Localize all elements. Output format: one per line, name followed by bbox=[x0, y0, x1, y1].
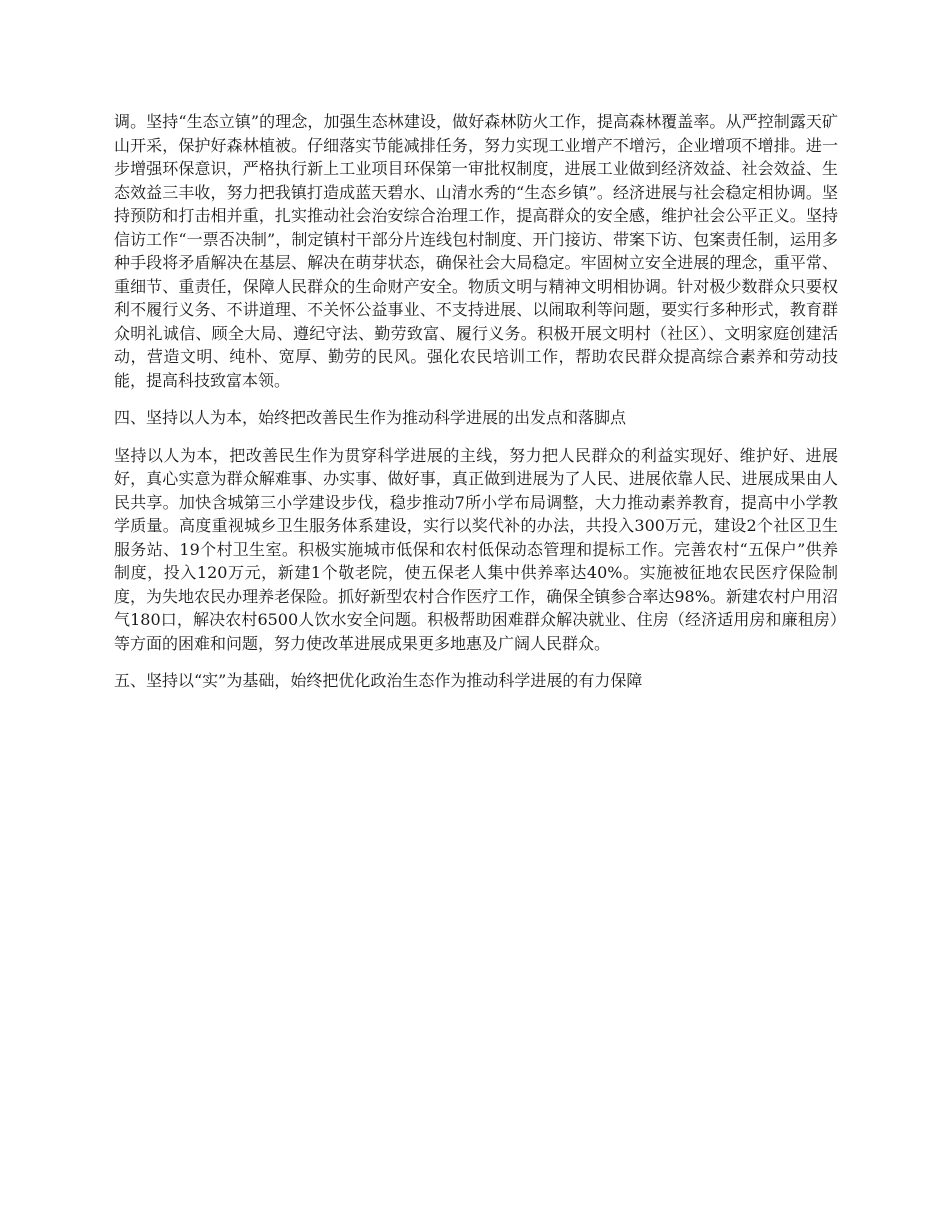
body-paragraph: 调。坚持“生态立镇”的理念，加强生态林建设，做好森林防火工作，提高森林覆盖率。从严控制露天矿山开采，保护好森林植被。仔细落实节能减排任务，努力实现工业增产不增污，企业增项不增排。进一步增强环保意识，严格执行新上工业项目环保第一审批权制度，进展工业做到经济效益、社会效益、生态效益三丰收，努力把我镇打造成蓝天碧水、山清水秀的“生态乡镇”。经济进展与社会稳定相协调。坚持预防和打击相并重，扎实推动社会治安综合治理工作，提高群众的安全感，维护社会公平正义。坚持信访工作“一票否决制”，制定镇村干部分片连线包村制度、开门接访、带案下访、包案责任制，运用多种手段将矛盾解决在基层、解决在萌芽状态，确保社会大局稳定。牢固树立安全进展的理念，重平常、重细节、重责任，保障人民群众的生命财产安全。物质文明与精神文明相协调。针对极少数群众只要权利不履行义务、不讲道理、不关怀公益事业、不支持进展、以闹取利等问题，要实行多种形式，教育群众明礼诚信、顾全大局、遵纪守法、勤劳致富、履行义务。积极开展文明村（社区）、文明家庭创建活动，营造文明、纯朴、宽厚、勤劳的民风。强化农民培训工作，帮助农民群众提高综合素养和劳动技能，提高科技致富本领。 bbox=[114, 112, 838, 390]
body-paragraph: 坚持以人为本，把改善民生作为贯穿科学进展的主线，努力把人民群众的利益实现好、维护好、进展好，真心实意为群众解难事、办实事、做好事，真正做到进展为了人民、进展依靠人民、进展成果由人民共享。加快含城第三小学建设步伐，稳步推动7所小学布局调整，大力推动素养教育，提高中小学教学质量。高度重视城乡卫生服务体系建设，实行以奖代补的办法，共投入300万元，建设2个社区卫生服务站、19个村卫生室。积极实施城市低保和农村低保动态管理和提标工作。完善农村“五保户”供养制度，投入120万元，新建1个敬老院，使五保老人集中供养率达40%。实施被征地农民医疗保险制度，为失地农民办理养老保险。抓好新型农村合作医疗工作，确保全镇参合率达98%。新建农村户用沼气180口，解决农村6500人饮水安全问题。积极帮助困难群众解决就业、住房（经济适用房和廉租房）等方面的困难和问题，努力使改革进展成果更多地惠及广阔人民群众。 bbox=[114, 445, 838, 653]
section-heading-five: 五、坚持以“实”为基础，始终把优化政治生态作为推动科学进展的有力保障 bbox=[114, 671, 643, 690]
section-heading-four: 四、坚持以人为本，始终把改善民生作为推动科学进展的出发点和落脚点 bbox=[114, 408, 627, 427]
